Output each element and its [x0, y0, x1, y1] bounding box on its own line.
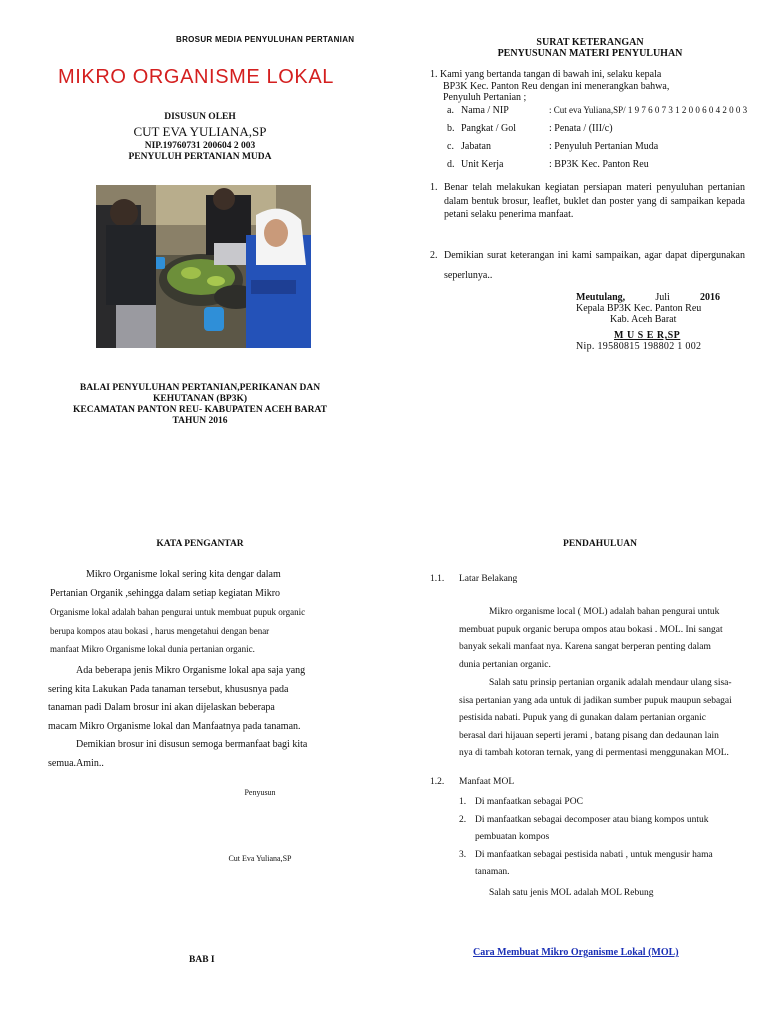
bab-label: BAB I: [189, 955, 215, 965]
latar-para-2: [459, 675, 743, 763]
manfaat-list: [459, 794, 745, 882]
intro-line-1: 1. Kami yang bertanda tangan di bawah ini, selaku kepala: [430, 69, 662, 80]
author-nip: NIP.19760731 200604 2 003: [144, 141, 256, 151]
sign-region: Kab. Aceh Barat: [610, 314, 677, 325]
list-item-continued: tanaman.: [475, 867, 510, 877]
para-line: sering kita Lakukan Pada tanaman tersebut, khususnya pada: [48, 683, 289, 695]
para-line: manfaat Mikro Organisme lokal dunia pertanian organic.: [50, 644, 255, 654]
kata-pengantar-para-1: [50, 566, 362, 659]
surat-subtitle: PENYUSUNAN MATERI PENYULUHAN: [497, 48, 683, 59]
list-item: 3. Di manfaatkan sebagai pestisida nabati , untuk mengusir hama: [459, 847, 745, 865]
field-value: : BP3K Kec. Panton Reu: [549, 159, 649, 170]
intro-line-3: Penyuluh Pertanian ;: [443, 92, 527, 103]
statement-item-1: [430, 181, 745, 222]
para-line: Ada beberapa jenis Mikro Organisme lokal apa saja yang: [76, 665, 306, 676]
para-line: banyak sekali manfaat nya. Karena sangat berperan penting dalam: [459, 642, 711, 652]
field-row: [447, 105, 757, 123]
farmers-photo: [96, 185, 311, 348]
para-line: pestisida nabati. Pupuk yang di gunakan dalam pertanian organic: [459, 713, 707, 723]
author-role: PENYULUH PERTANIAN MUDA: [128, 152, 272, 162]
para-line: tanaman padi Dalam brosur ini akan dijelaskan beberapa: [48, 702, 275, 713]
institution-line-1: BALAI PENYULUHAN PERTANIAN,PERIKANAN DAN: [79, 383, 321, 393]
para-line: Mikro organisme local ( MOL) adalah bahan pengurai untuk: [489, 607, 720, 617]
list-item-text: Di manfaatkan sebagai pestisida nabati , untuk mengusir hama: [475, 849, 713, 860]
field-mark: d.: [447, 159, 455, 170]
statement-number: 1.: [430, 182, 438, 193]
field-value: : Penata / (III/c): [549, 123, 613, 134]
list-item-text: Di manfaatkan sebagai POC: [475, 797, 583, 807]
surat-intro: [430, 69, 750, 104]
penyusun-label: Penyusun: [244, 788, 276, 797]
sign-title: Kepala BP3K Kec. Panton Reu: [576, 303, 702, 314]
field-label: Nama / NIP: [461, 105, 509, 116]
section-title: Manfaat MOL: [459, 777, 515, 787]
surat-title: SURAT KETERANGAN: [536, 37, 644, 48]
intro-line-2: BP3K Kec. Panton Reu dengan ini menerangkan bahwa,: [443, 80, 670, 92]
author-name: CUT EVA YULIANA,SP: [133, 124, 267, 139]
institution-block: [40, 383, 360, 427]
latar-para-1: [459, 604, 743, 674]
list-item: 2. Di manfaatkan sebagai decomposer atau biang kompos untuk: [459, 812, 745, 830]
sign-month: Juli: [655, 292, 670, 303]
list-item-text: Di manfaatkan sebagai decomposer atau biang kompos untuk: [475, 814, 709, 825]
list-item: 1. Di manfaatkan sebagai POC: [459, 794, 745, 812]
section-1-2: [430, 777, 514, 787]
para-line: membuat pupuk organic berupa ompos atau bokasi . MOL. Ini sangat: [459, 624, 723, 635]
statement-text: Demikian surat keterangan ini kami sampaikan, agar dapat dipergunakan seperlunya..: [444, 250, 745, 281]
institution-line-3: KECAMATAN PANTON REU- KABUPATEN ACEH BARAT: [73, 405, 327, 415]
closing-line: Salah satu jenis MOL adalah MOL Rebung: [489, 888, 654, 898]
surat-heading: [440, 37, 740, 59]
signer-nip: Nip. 19580815 198802 1 002: [576, 341, 702, 352]
field-label: Pangkat / Gol: [461, 123, 516, 134]
pendahuluan-heading: PENDAHULUAN: [563, 539, 637, 549]
brochure-title: MIKRO ORGANISME LOKAL: [58, 66, 334, 88]
field-row: [447, 123, 757, 141]
sign-place: Meutulang,: [576, 292, 626, 303]
cara-membuat-mol-link[interactable]: Cara Membuat Mikro Organisme Lokal (MOL): [473, 947, 679, 958]
section-number: 1.1.: [430, 574, 445, 584]
identity-fields: [447, 105, 757, 177]
sign-year: 2016: [700, 292, 720, 303]
section-number: 1.2.: [430, 777, 445, 787]
section-title: Latar Belakang: [459, 574, 518, 584]
field-value: : Penyuluh Pertanian Muda: [549, 141, 659, 152]
para-line: dunia pertanian organic.: [459, 659, 551, 670]
statement-number: 2.: [430, 250, 438, 261]
statement-item-2: [430, 246, 745, 286]
penyusun-name: Cut Eva Yuliana,SP: [228, 854, 292, 863]
para-line: Mikro Organisme lokal sering kita dengar dalam: [86, 569, 281, 580]
signature-block: [576, 292, 746, 352]
para-line: sisa pertanian yang ada untuk di jadikan sumber pupuk maupun sebagai: [459, 695, 732, 706]
para-line: Organisme lokal adalah bahan pengurai untuk membuat pupuk organic: [50, 607, 306, 617]
field-row: [447, 141, 757, 159]
field-mark: c.: [447, 141, 454, 152]
para-line: Salah satu prinsip pertanian organik adalah mendaur ulang sisa-: [489, 678, 732, 688]
para-line: berupa kompos atau bokasi , harus mengetahui dengan benar: [50, 625, 270, 636]
kata-pengantar-heading: KATA PENGANTAR: [156, 539, 244, 549]
para-line: nya di tambah kotoran ternak, yang di permentasi menggunakan MOL.: [459, 748, 729, 758]
institution-line-2: KEHUTANAN (BP3K): [152, 394, 248, 404]
signer-name: M U S E R,SP: [614, 330, 681, 341]
institution-line-4: TAHUN 2016: [172, 416, 228, 426]
section-1-1: [430, 574, 517, 584]
field-label: Jabatan: [461, 141, 491, 152]
para-line: Demikian brosur ini disusun semoga bermanfaat bagi kita: [76, 739, 308, 750]
field-mark: a.: [447, 105, 454, 116]
disusun-label: DISUSUN OLEH: [164, 112, 236, 122]
para-line: semua.Amin..: [48, 757, 104, 769]
field-label: Unit Kerja: [461, 159, 504, 170]
field-row: [447, 159, 757, 177]
brochure-header: BROSUR MEDIA PENYULUHAN PERTANIAN: [176, 35, 355, 44]
field-mark: b.: [447, 123, 455, 134]
statement-text: Benar telah melakukan kegiatan persiapan materi penyuluhan pertanian dalam bentuk brosur, leaflet, buklet dan poster yang di sampaikan kepada petani selaku penerima manfaat.: [444, 182, 745, 220]
para-line: Pertanian Organik ,sehingga dalam setiap kegiatan Mikro: [50, 587, 281, 599]
para-line: berasal dari hijauan seperti jerami , batang pisang dan dedaunan lain: [459, 730, 719, 741]
kata-pengantar-para-2: [48, 662, 362, 773]
field-value: : Cut eva Yuliana,SP/ 1 9 7 6 0 7 3 1 2 0 0 6 0 4 2 0 0 3: [549, 105, 748, 115]
list-item-continued: pembuatan kompos: [475, 832, 550, 842]
para-line: macam Mikro Organisme lokal dan Manfaatnya pada tanaman.: [48, 720, 301, 732]
